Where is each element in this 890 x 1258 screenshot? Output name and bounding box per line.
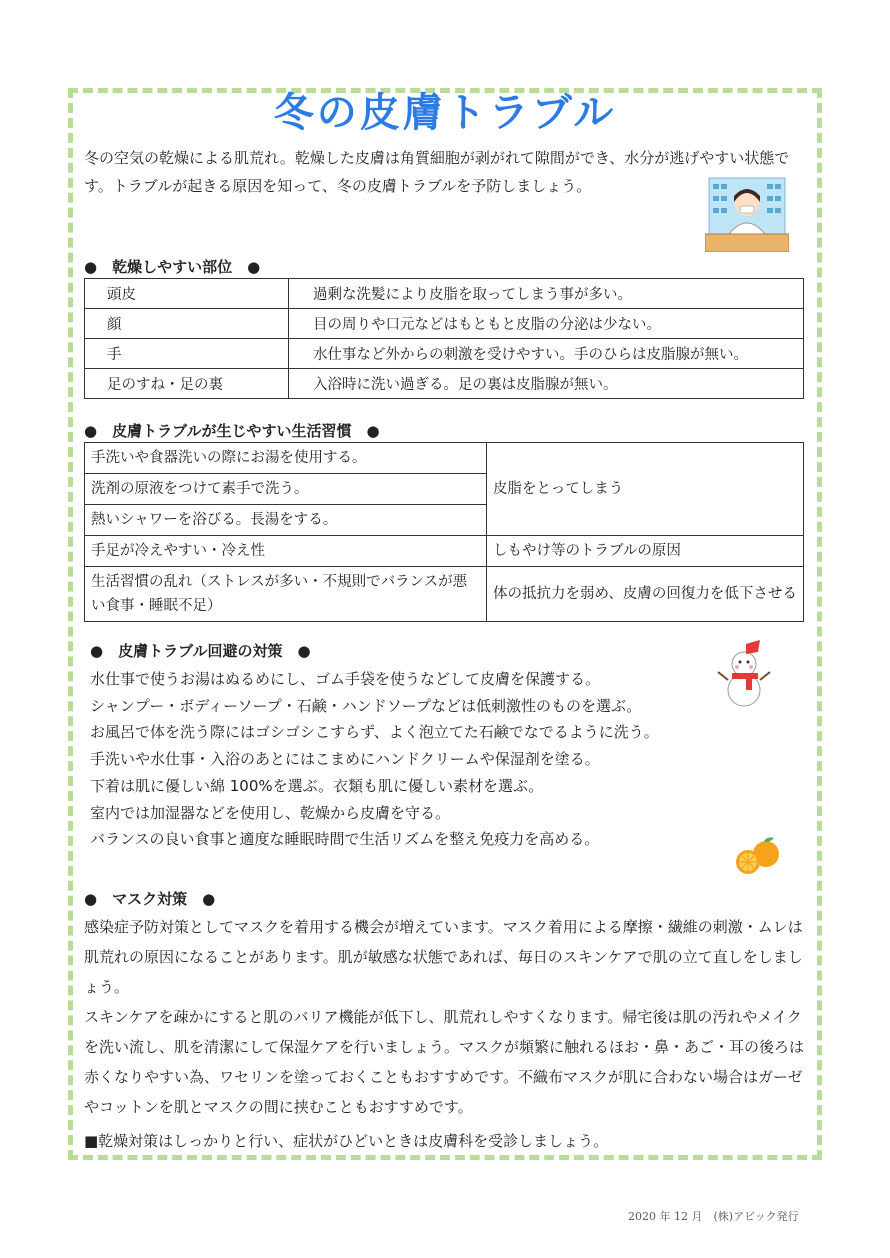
list-item: 水仕事で使うお湯はぬるめにし、ゴム手袋を使うなどして皮膚を保護する。 bbox=[90, 670, 601, 688]
footer-publisher: 2020 年 12 月 (株)アビック発行 bbox=[628, 1210, 799, 1223]
desc-cell: 目の周りや口元などはもともと皮脂の分泌は少ない。 bbox=[289, 309, 804, 339]
habit-cell: 生活習慣の乱れ（ストレスが多い・不規則でバランスが悪い食事・睡眠不足） bbox=[85, 567, 487, 622]
list-item: シャンプー・ボディーソープ・石鹸・ハンドソープなどは低刺激性のものを選ぶ。 bbox=[90, 696, 642, 715]
part-cell: 頭皮 bbox=[85, 279, 289, 309]
section-mask-heading: ● マスク対策 ● bbox=[84, 890, 216, 908]
part-cell: 顔 bbox=[85, 309, 289, 339]
note-text: ■乾燥対策はしっかりと行い、症状がひどいときは皮膚科を受診しましょう。 bbox=[84, 1132, 609, 1150]
mask-paragraph: スキンケアを疎かにすると肌のバリア機能が低下し、肌荒れしやすくなります。帰宅後は肌の汚れやメイクを洗い流し、肌を清潔にして保湿ケアを行いましょう。マスクが頻繁に触れるほお・鼻・あご・耳の後ろは赤くなりやすい為、ワセリンを塗っておくこともおすすめです。不織布マスクが肌に合わない場合はガーゼやコットンを肌とマスクの間に挟むこともおすすめです。 bbox=[84, 1008, 805, 1116]
habit-cell: 手洗いや食器洗いの際にお湯を使用する。 bbox=[85, 443, 487, 474]
desc-cell: 過剰な洗髪により皮脂を取ってしまう事が多い。 bbox=[289, 279, 804, 309]
list-item: 手洗いや水仕事・入浴のあとにはこまめにハンドクリームや保湿剤を塗る。 bbox=[90, 750, 600, 769]
section-measures-heading: ● 皮膚トラブル回避の対策 ● bbox=[90, 642, 311, 660]
list-item: 室内では加湿器などを使用し、乾燥から皮膚を守る。 bbox=[90, 803, 451, 822]
pharmacist-illustration bbox=[705, 176, 789, 252]
table-row bbox=[85, 279, 804, 309]
measures-list bbox=[90, 666, 730, 853]
effect-cell: しもやけ等のトラブルの原因 bbox=[487, 536, 804, 567]
effect-cell: 皮脂をとってしまう bbox=[487, 443, 804, 536]
desc-cell: 入浴時に洗い過ぎる。足の裏は皮脂腺が無い。 bbox=[289, 369, 804, 399]
habit-cell: 洗剤の原液をつけて素手で洗う。 bbox=[85, 474, 487, 505]
table-row bbox=[85, 339, 804, 369]
mask-text bbox=[84, 912, 814, 1122]
part-cell: 手 bbox=[85, 339, 289, 369]
table-row bbox=[85, 536, 804, 567]
list-item: 下着は肌に優しい綿 100%を選ぶ。衣類も肌に優しい素材を選ぶ。 bbox=[90, 776, 544, 795]
intro-paragraph: 冬の空気の乾燥による肌荒れ。乾燥した皮膚は角質細胞が剥がれて隙間ができ、水分が逃げやすい状態です。トラブルが起きる原因を知って、冬の皮膚トラブルを予防しましょう。 bbox=[84, 149, 790, 195]
list-item: お風呂で体を洗う際にはゴシゴシこすらず、よく泡立てた石鹸でなでるように洗う。 bbox=[90, 723, 659, 742]
effect-cell: 体の抵抗力を弱め、皮膚の回復力を低下させる bbox=[487, 567, 804, 622]
habit-cell: 熱いシャワーを浴びる。長湯をする。 bbox=[85, 505, 487, 536]
orange-illustration bbox=[734, 834, 782, 878]
habit-cell: 手足が冷えやすい・冷え性 bbox=[85, 536, 487, 567]
table-row bbox=[85, 309, 804, 339]
mask-paragraph: 感染症予防対策としてマスクを着用する機会が増えています。マスク着用による摩擦・繊維の刺激・ムレは肌荒れの原因になることがあります。肌が敏感な状態であれば、毎日のスキンケアで肌の立て直しをしましょう。 bbox=[84, 918, 803, 996]
page-title: 冬の皮膚トラブル bbox=[273, 90, 617, 136]
table-row bbox=[85, 567, 804, 622]
habits-table bbox=[84, 442, 804, 622]
part-cell: 足のすね・足の裏 bbox=[85, 369, 289, 399]
table-row bbox=[85, 369, 804, 399]
section-dry-parts-heading: ● 乾燥しやすい部位 ● bbox=[84, 258, 261, 276]
dry-parts-table bbox=[84, 278, 804, 399]
table-row bbox=[85, 443, 804, 474]
desc-cell: 水仕事など外からの刺激を受けやすい。手のひらは皮脂腺が無い。 bbox=[289, 339, 804, 369]
section-habits-heading: ● 皮膚トラブルが生じやすい生活習慣 ● bbox=[84, 422, 380, 440]
list-item: バランスの良い食事と適度な睡眠時間で生活リズムを整え免疫力を高める。 bbox=[90, 830, 600, 849]
